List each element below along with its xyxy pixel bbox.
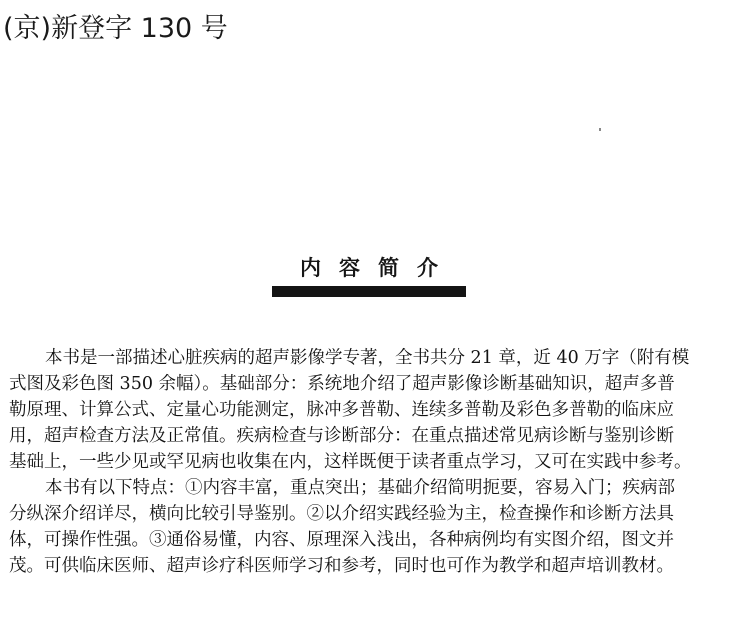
summary-line: 勒原理、计算公式、定量心功能测定，脉冲多普勒、连续多普勒及彩色多普勒的临床应 [9, 400, 674, 420]
publication-license-number: (京)新登字 130 号 [3, 13, 228, 44]
section-title: 内容简介 [300, 256, 456, 280]
summary-line: 分纵深介绍详尽，横向比较引导鉴别。②以介绍实践经验为主，检查操作和诊断方法具 [9, 504, 674, 524]
summary-line: 茂。可供临床医师、超声诊疗科医师学习和参考，同时也可作为教学和超声培训教材。 [9, 556, 674, 576]
summary-body [9, 345, 739, 579]
summary-line: 基础上，一些少见或罕见病也收集在内，这样既便于读者重点学习，又可在实践中参考。 [9, 452, 692, 472]
scan-speck [599, 128, 601, 131]
summary-line: 用，超声检查方法及正常值。疾病检查与诊断部分：在重点描述常见病诊断与鉴别诊断 [9, 426, 674, 446]
summary-line: 本书是一部描述心脏疾病的超声影像学专著，全书共分 21 章，近 40 万字（附有模 [45, 348, 690, 368]
title-underline-bar [272, 286, 466, 297]
summary-line: 式图及彩色图 350 余幅）。基础部分：系统地介绍了超声影像诊断基础知识，超声多普 [9, 374, 675, 394]
summary-line: 体，可操作性强。③通俗易懂，内容、原理深入浅出，各种病例均有实图介绍，图文并 [9, 530, 674, 550]
summary-line: 本书有以下特点：①内容丰富，重点突出；基础介绍简明扼要，容易入门；疾病部 [45, 478, 675, 498]
